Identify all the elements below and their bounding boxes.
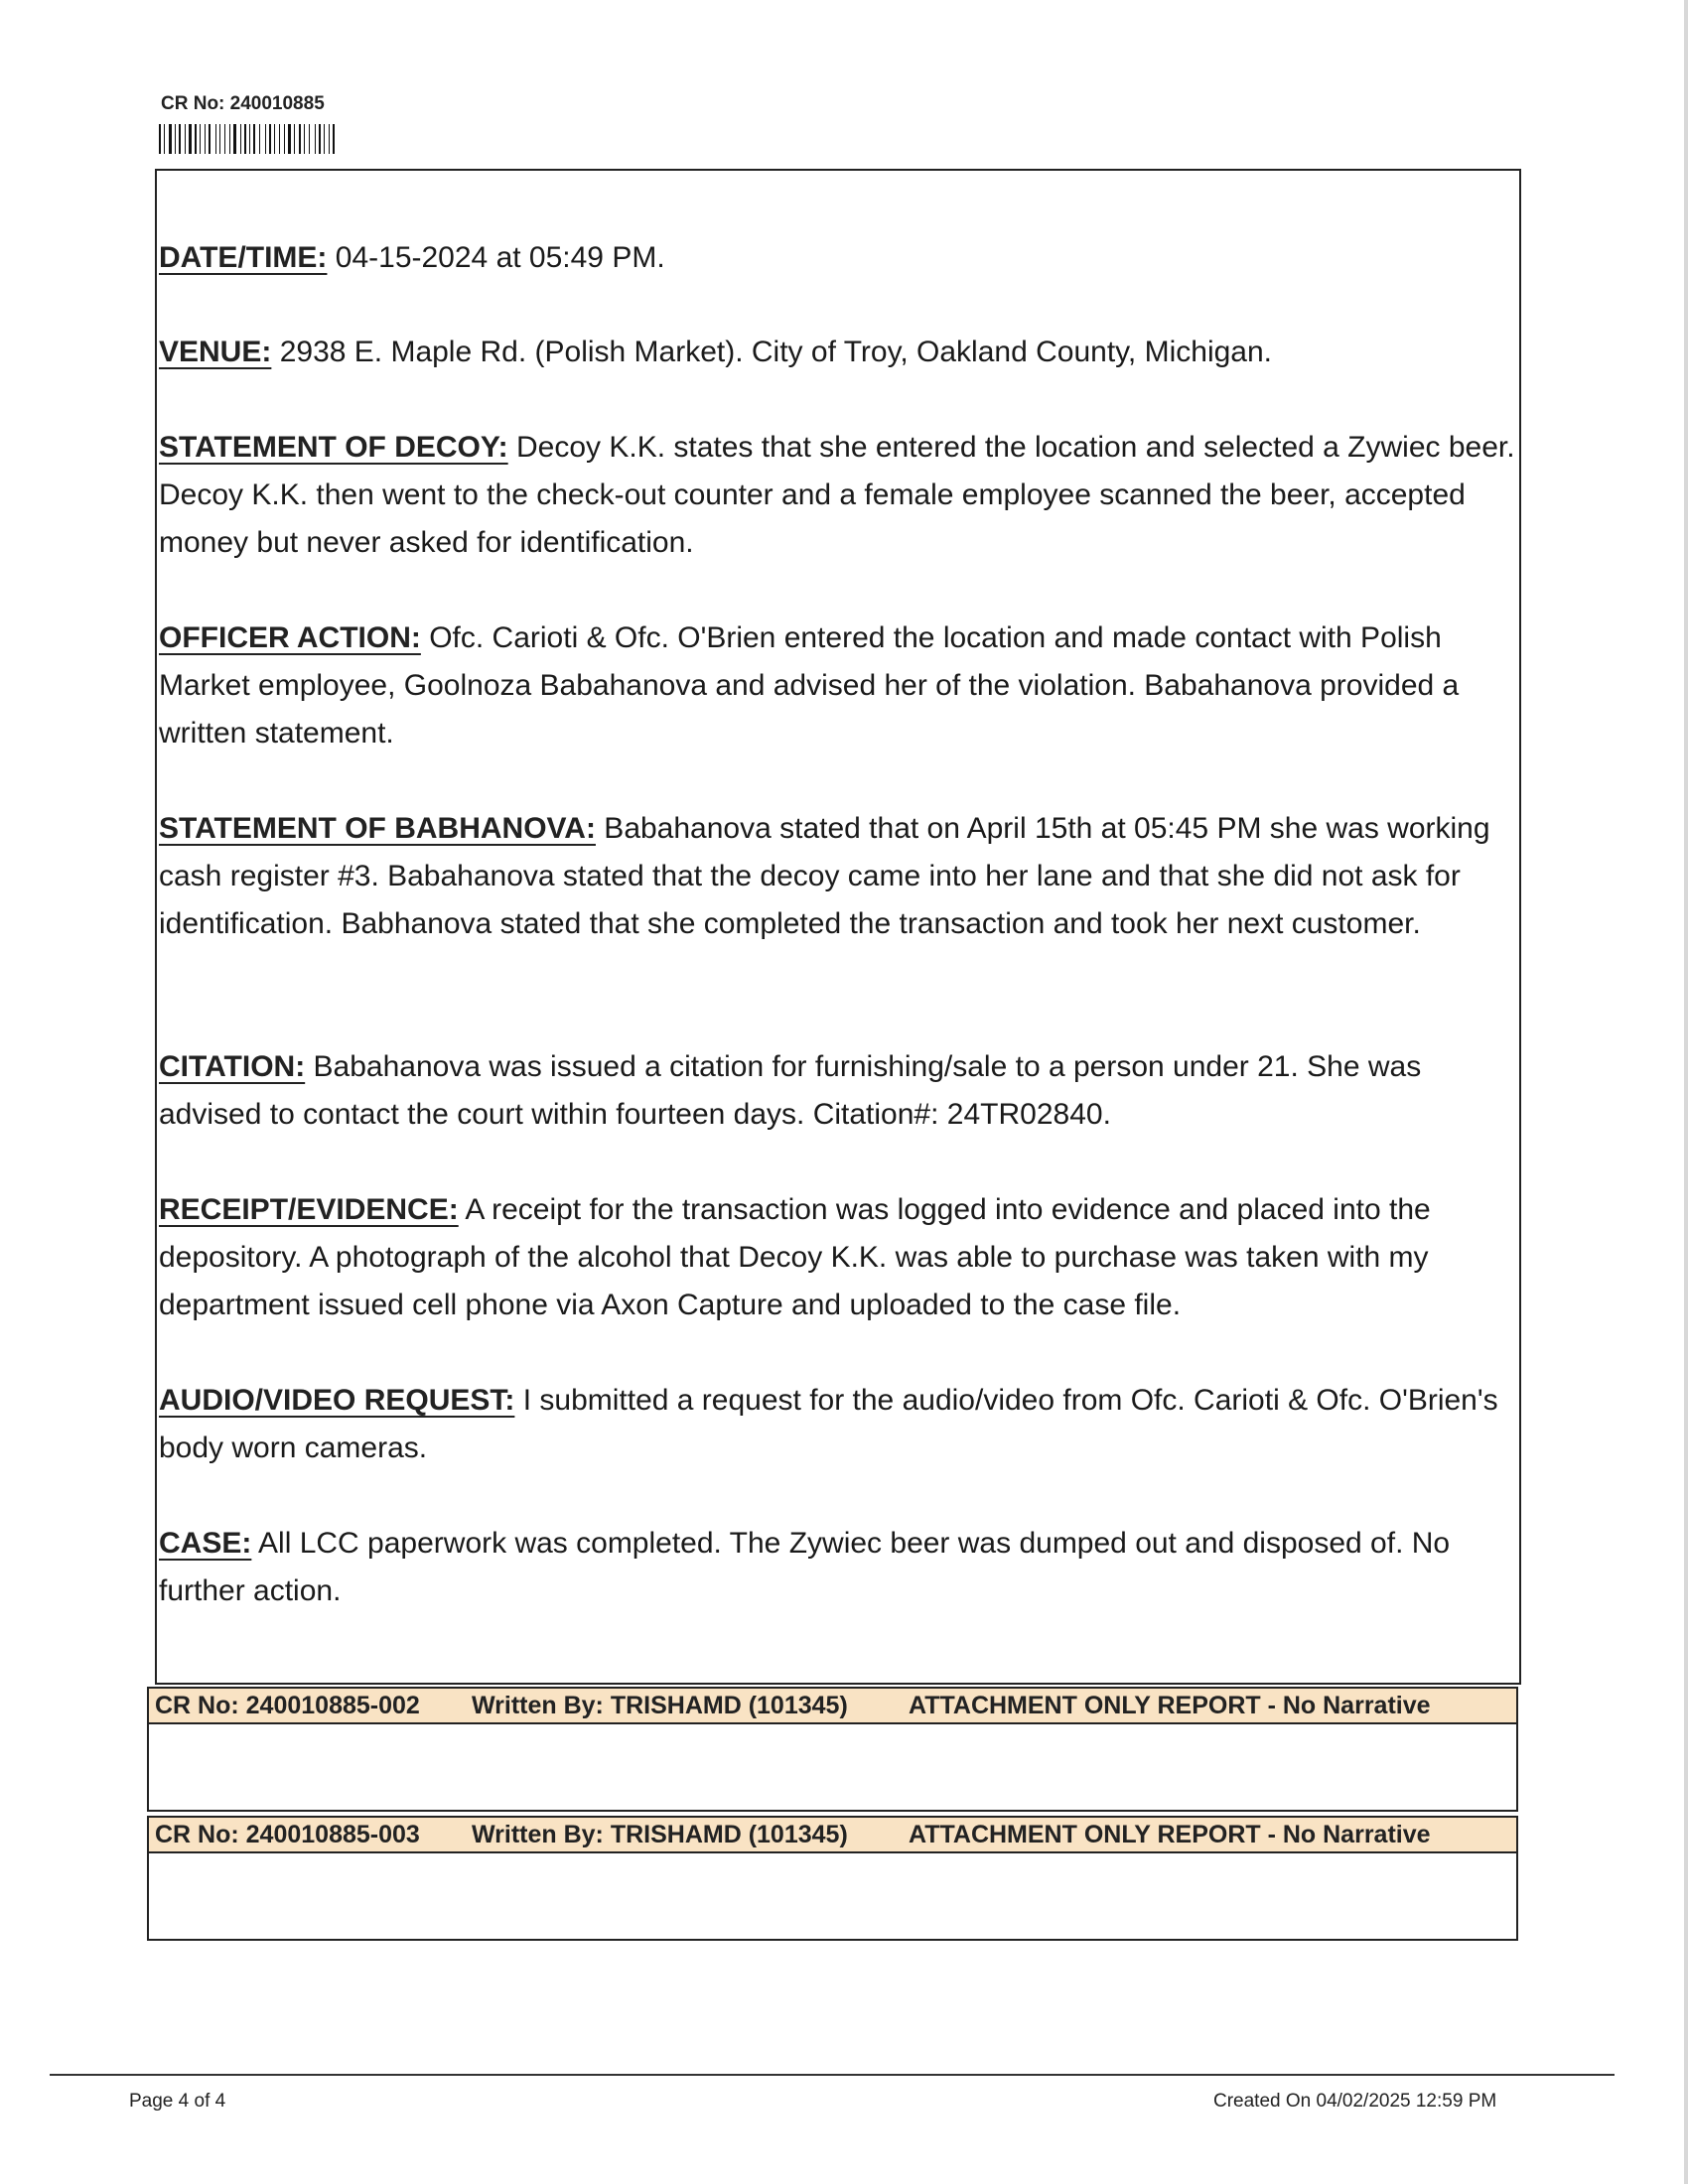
attachment-written-by: Written By: TRISHAMD (101345) <box>472 1692 848 1719</box>
section-receipt-evidence <box>159 1186 1521 1329</box>
section-text: Ofc. Carioti & Ofc. O'Brien entered the location and made contact with Polish Market employee, Goolnoza Babahanova and advised her of the violation. Babahanova provided a written statement. <box>159 621 1460 750</box>
attachment-status: ATTACHMENT ONLY REPORT - No Narrative <box>909 1692 1431 1719</box>
page-number: Page 4 of 4 <box>129 2091 226 2112</box>
cr-number-label: CR No: 240010885 <box>161 93 325 114</box>
section-label: STATEMENT OF BABHANOVA: <box>159 812 596 845</box>
section-case <box>159 1520 1521 1615</box>
created-on: Created On 04/02/2025 12:59 PM <box>1213 2091 1497 2112</box>
footer-rule <box>50 2074 1615 2076</box>
barcode <box>159 124 425 154</box>
narrative-box <box>155 169 1521 1685</box>
section-officer-action <box>159 614 1521 757</box>
section-statement-of-decoy <box>159 424 1521 567</box>
section-text: 2938 E. Maple Rd. (Polish Market). City of Troy, Oakland County, Michigan. <box>271 336 1272 368</box>
section-audio-video-request <box>159 1377 1521 1472</box>
section-text: Babahanova stated that on April 15th at 05:45 PM she was working cash register #3. Babahanova stated that the decoy came into her lane and that she did not ask for identification. Babhanova stated that she completed the transaction and took her next customer. <box>159 812 1490 940</box>
section-text: Decoy K.K. states that she entered the location and selected a Zywiec beer. Decoy K.K. then went to the check-out counter and a female employee scanned the beer, accepted money but never asked for identification. <box>159 431 1515 559</box>
section-text: All LCC paperwork was completed. The Zywiec beer was dumped out and disposed of. No further action. <box>159 1527 1451 1607</box>
section-text: Babahanova was issued a citation for furnishing/sale to a person under 21. She was advised to contact the court within fourteen days. Citation#: 24TR02840. <box>159 1050 1422 1131</box>
section-statement-of-babhanova <box>159 805 1521 948</box>
section-text: I submitted a request for the audio/video from Ofc. Carioti & Ofc. O'Brien's body worn cameras. <box>159 1384 1498 1464</box>
section-label: RECEIPT/EVIDENCE: <box>159 1193 459 1226</box>
section-label: DATE/TIME: <box>159 241 328 274</box>
section-label: CITATION: <box>159 1050 306 1083</box>
attachment-body <box>147 1724 1518 1812</box>
attachment-written-by: Written By: TRISHAMD (101345) <box>472 1821 848 1848</box>
section-label: STATEMENT OF DECOY: <box>159 431 508 464</box>
section-citation <box>159 1043 1521 1139</box>
attachment-status: ATTACHMENT ONLY REPORT - No Narrative <box>909 1821 1431 1848</box>
section-venue <box>159 329 1521 376</box>
section-label: OFFICER ACTION: <box>159 621 421 654</box>
attachment-header <box>147 1687 1518 1724</box>
section-label: AUDIO/VIDEO REQUEST: <box>159 1384 515 1417</box>
section-text: A receipt for the transaction was logged into evidence and placed into the depository. A photograph of the alcohol that Decoy K.K. was able to purchase was taken with my department issued cell phone via Axon Capture and uploaded to the case file. <box>159 1193 1431 1321</box>
section-label: CASE: <box>159 1527 252 1560</box>
section-text: 04-15-2024 at 05:49 PM. <box>327 241 665 274</box>
section-label: VENUE: <box>159 336 272 368</box>
attachment-cr-number: CR No: 240010885-003 <box>155 1821 420 1848</box>
page-edge <box>1684 0 1688 2184</box>
attachment-cr-number: CR No: 240010885-002 <box>155 1692 420 1719</box>
section-date-time <box>159 234 1521 282</box>
attachment-body <box>147 1853 1518 1941</box>
attachment-header <box>147 1816 1518 1853</box>
